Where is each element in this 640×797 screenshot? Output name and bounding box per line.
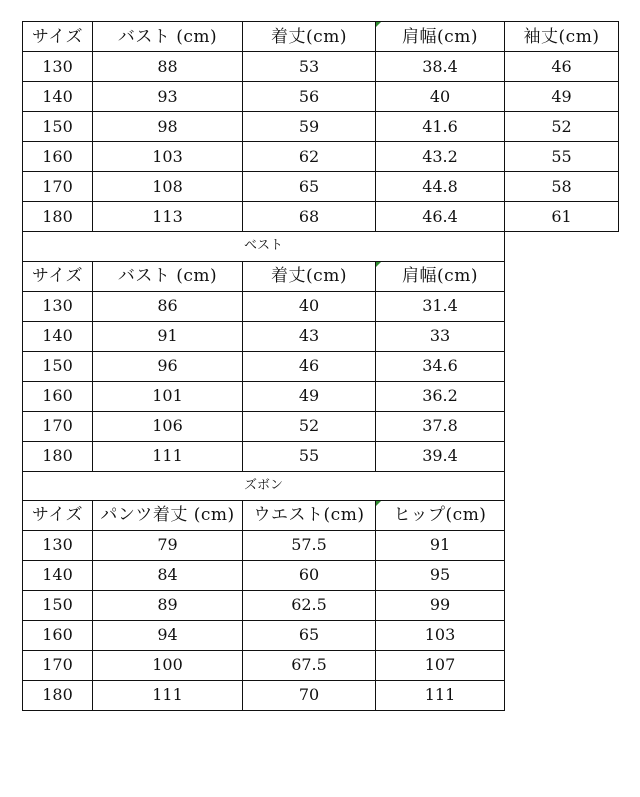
column-header-shoulder: 肩幅(cm) — [376, 261, 505, 291]
table-row — [23, 381, 619, 411]
table-row — [23, 620, 619, 650]
table-cell: 98 — [93, 112, 243, 142]
table-cell: 46 — [505, 52, 619, 82]
table-cell: 111 — [93, 680, 243, 710]
table-cell: 68 — [243, 202, 376, 232]
table-cell: 150 — [23, 112, 93, 142]
table-cell: 40 — [243, 291, 376, 321]
table-cell: 53 — [243, 52, 376, 82]
table-row — [23, 202, 619, 232]
table-cell: 31.4 — [376, 291, 505, 321]
table-cell: 170 — [23, 411, 93, 441]
table-cell: 130 — [23, 291, 93, 321]
size-chart-table — [22, 21, 619, 711]
table-cell: 65 — [243, 620, 376, 650]
table-cell: 33 — [376, 321, 505, 351]
table-cell: 99 — [376, 590, 505, 620]
table-cell: 108 — [93, 172, 243, 202]
table-cell: 93 — [93, 82, 243, 112]
table-cell: 52 — [505, 112, 619, 142]
table-row — [23, 351, 619, 381]
table-cell: 65 — [243, 172, 376, 202]
table-cell: 41.6 — [376, 112, 505, 142]
table-cell: 88 — [93, 52, 243, 82]
column-header-sleeve: 袖丈(cm) — [505, 22, 619, 52]
table-row — [23, 112, 619, 142]
table-row — [23, 82, 619, 112]
table-cell: 140 — [23, 82, 93, 112]
table-cell: 39.4 — [376, 441, 505, 471]
table-cell: 55 — [243, 441, 376, 471]
table-cell: 130 — [23, 52, 93, 82]
empty-cell — [505, 590, 619, 620]
table-cell: 36.2 — [376, 381, 505, 411]
table-cell: 49 — [243, 381, 376, 411]
table-cell: 43.2 — [376, 142, 505, 172]
table-cell: 91 — [93, 321, 243, 351]
table-cell: 130 — [23, 530, 93, 560]
table-cell: 89 — [93, 590, 243, 620]
vest-header-row — [23, 261, 619, 291]
empty-cell — [505, 351, 619, 381]
vest-title-row — [23, 232, 619, 262]
table-cell: 61 — [505, 202, 619, 232]
table-cell: 34.6 — [376, 351, 505, 381]
table-cell: 160 — [23, 381, 93, 411]
table-cell: 46.4 — [376, 202, 505, 232]
column-header-bust: バスト (cm) — [93, 22, 243, 52]
table-cell: 180 — [23, 680, 93, 710]
column-header-size: サイズ — [23, 261, 93, 291]
table-cell: 150 — [23, 590, 93, 620]
table-cell: 103 — [376, 620, 505, 650]
table-cell: 86 — [93, 291, 243, 321]
table-cell: 106 — [93, 411, 243, 441]
column-header-size: サイズ — [23, 500, 93, 530]
table-cell: 160 — [23, 142, 93, 172]
table-cell: 160 — [23, 620, 93, 650]
section-title-pants: ズボン — [23, 471, 505, 500]
table-cell: 60 — [243, 560, 376, 590]
table-row — [23, 321, 619, 351]
table-cell: 79 — [93, 530, 243, 560]
empty-cell — [505, 261, 619, 291]
table-row — [23, 530, 619, 560]
column-header-length: 着丈(cm) — [243, 22, 376, 52]
table-cell: 150 — [23, 351, 93, 381]
table-cell: 107 — [376, 650, 505, 680]
column-header-length: 着丈(cm) — [243, 261, 376, 291]
table-row — [23, 680, 619, 710]
table-cell: 111 — [93, 441, 243, 471]
table-row — [23, 291, 619, 321]
table-cell: 111 — [376, 680, 505, 710]
table-cell: 180 — [23, 441, 93, 471]
table-cell: 100 — [93, 650, 243, 680]
table-cell: 40 — [376, 82, 505, 112]
table-cell: 55 — [505, 142, 619, 172]
empty-cell — [505, 232, 619, 262]
table-cell: 96 — [93, 351, 243, 381]
empty-cell — [505, 650, 619, 680]
pants-header-row — [23, 500, 619, 530]
table-cell: 101 — [93, 381, 243, 411]
table-cell: 70 — [243, 680, 376, 710]
empty-cell — [505, 441, 619, 471]
table-cell: 140 — [23, 321, 93, 351]
table-row — [23, 411, 619, 441]
table-cell: 44.8 — [376, 172, 505, 202]
column-header-waist: ウエスト(cm) — [243, 500, 376, 530]
table-cell: 62.5 — [243, 590, 376, 620]
empty-cell — [505, 291, 619, 321]
table-cell: 62 — [243, 142, 376, 172]
table-row — [23, 560, 619, 590]
empty-cell — [505, 560, 619, 590]
table-cell: 58 — [505, 172, 619, 202]
table-cell: 113 — [93, 202, 243, 232]
table-cell: 91 — [376, 530, 505, 560]
table-cell: 52 — [243, 411, 376, 441]
table-cell: 59 — [243, 112, 376, 142]
empty-cell — [505, 530, 619, 560]
empty-cell — [505, 680, 619, 710]
table-row — [23, 650, 619, 680]
table-cell: 43 — [243, 321, 376, 351]
empty-cell — [505, 471, 619, 500]
empty-cell — [505, 620, 619, 650]
table-cell: 46 — [243, 351, 376, 381]
table-cell: 56 — [243, 82, 376, 112]
table-cell: 84 — [93, 560, 243, 590]
table-row — [23, 441, 619, 471]
column-header-shoulder: 肩幅(cm) — [376, 22, 505, 52]
table-cell: 94 — [93, 620, 243, 650]
table-row — [23, 172, 619, 202]
column-header-pants-length: パンツ着丈 (cm) — [93, 500, 243, 530]
table-cell: 170 — [23, 172, 93, 202]
table-cell: 67.5 — [243, 650, 376, 680]
table-row — [23, 52, 619, 82]
column-header-hip: ヒップ(cm) — [376, 500, 505, 530]
section-title-vest: ベスト — [23, 232, 505, 262]
empty-cell — [505, 321, 619, 351]
empty-cell — [505, 500, 619, 530]
table-cell: 103 — [93, 142, 243, 172]
jacket-header-row — [23, 22, 619, 52]
table-cell: 140 — [23, 560, 93, 590]
pants-title-row — [23, 471, 619, 500]
table-cell: 38.4 — [376, 52, 505, 82]
column-header-size: サイズ — [23, 22, 93, 52]
table-cell: 57.5 — [243, 530, 376, 560]
table-cell: 170 — [23, 650, 93, 680]
column-header-bust: バスト (cm) — [93, 261, 243, 291]
empty-cell — [505, 381, 619, 411]
table-cell: 95 — [376, 560, 505, 590]
table-row — [23, 590, 619, 620]
table-cell: 180 — [23, 202, 93, 232]
table-cell: 49 — [505, 82, 619, 112]
empty-cell — [505, 411, 619, 441]
table-row — [23, 142, 619, 172]
table-cell: 37.8 — [376, 411, 505, 441]
